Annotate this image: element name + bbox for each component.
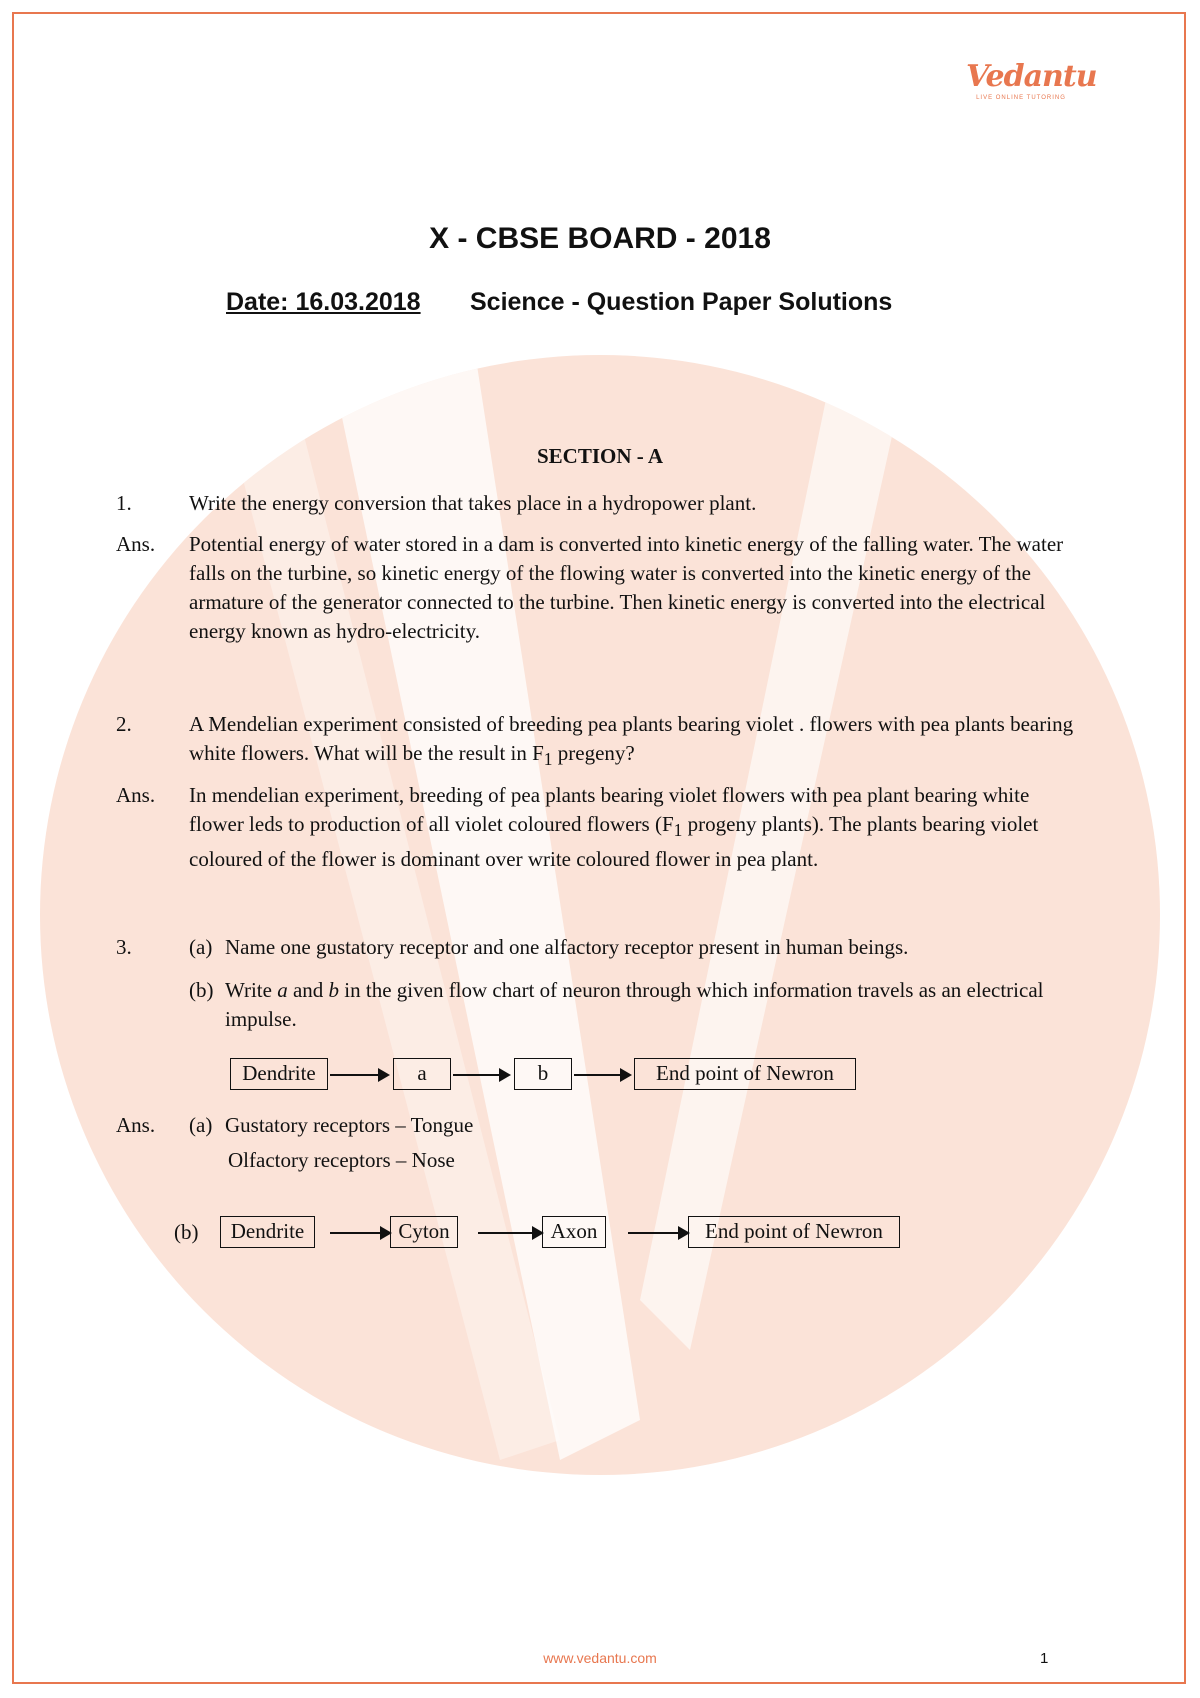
q3-part-a-label: (a) (189, 935, 213, 959)
q1-question: Write the energy conversion that takes place in a hydropower plant. (189, 491, 757, 515)
flow-a-box-axon: Axon (542, 1216, 606, 1248)
flow-a-box-endpoint: End point of Newron (688, 1216, 900, 1248)
q2-ans-label: Ans. (116, 783, 156, 807)
q2-question (189, 710, 1089, 774)
q3-number: 3. (116, 935, 132, 959)
flow-q-box-dendrite: Dendrite (230, 1058, 328, 1090)
q3-part-b-text-2: and (287, 978, 329, 1002)
q2-question-text-a: A Mendelian experiment consisted of breeding pea plants bearing violet . flowers with pea plants bearing white flowers. What will be the result in F (189, 712, 1074, 765)
q3-part-b (225, 976, 1095, 1034)
section-heading: SECTION - A (536, 444, 664, 468)
q3-part-b-label: (b) (189, 978, 214, 1002)
q2-answer (189, 781, 1089, 874)
q3-ans-b-label: (b) (174, 1220, 199, 1244)
exam-date: Date: 16.03.2018 (226, 288, 421, 316)
vedantu-logo (966, 59, 1097, 102)
page-number: 1 (1040, 1650, 1049, 1667)
flow-a-box-dendrite: Dendrite (220, 1216, 315, 1248)
flow-q-box-b: b (514, 1058, 572, 1090)
q2-answer-text-b: progeny plants). The plants bearing violet coloured of the flower is dominant over write coloured flower in pea plant. (189, 812, 1039, 872)
q1-answer: Potential energy of water stored in a dam is converted into kinetic energy of the falling water. The water falls on the turbine, so kinetic energy of the flowing water is converted into the kinetic energy of the armature of the generator connected to the turbine. Then kinetic energy is converted into the electrical energy known as hydro-electricity. (189, 532, 1064, 643)
logo-wordmark: Vedantu (966, 59, 1097, 94)
q3-ans-a-label: (a) (189, 1113, 213, 1137)
flow-a-arrow-2 (478, 1232, 542, 1234)
q2-answer-subscript: 1 (673, 820, 683, 841)
flow-a-box-cyton: Cyton (390, 1216, 458, 1248)
flow-q-box-a: a (393, 1058, 451, 1090)
flow-q-arrow-3 (574, 1074, 630, 1076)
q3-part-b-var-a: a (277, 978, 288, 1002)
q2-answer-text-a: In mendelian experiment, breeding of pea plants bearing violet flowers with pea plant bearing white flower leds to production of all violet coloured flowers (F (189, 783, 1030, 836)
q1-ans-label: Ans. (116, 532, 156, 556)
q3-ans-a-line1: Gustatory receptors – Tongue (225, 1113, 474, 1137)
flow-a-arrow-1 (330, 1232, 390, 1234)
q3-ans-label: Ans. (116, 1113, 156, 1137)
q3-part-b-text-3: in the given flow chart of neuron through which information travels as an electrical impulse. (225, 978, 1044, 1031)
q2-question-subscript: 1 (543, 749, 553, 770)
flow-q-arrow-2 (453, 1074, 509, 1076)
paper-subject: Science - Question Paper Solutions (470, 288, 893, 316)
flow-q-arrow-1 (330, 1074, 388, 1076)
q3-part-b-text-1: Write (225, 978, 278, 1002)
q3-part-a: Name one gustatory receptor and one alfactory receptor present in human beings. (225, 935, 909, 959)
q1-number: 1. (116, 491, 132, 515)
q2-question-text-b: pregeny? (552, 741, 635, 765)
q3-part-b-var-b: b (328, 978, 340, 1002)
q3-ans-a-line2: Olfactory receptors – Nose (228, 1148, 455, 1172)
q2-number: 2. (116, 712, 132, 736)
page-title: X - CBSE BOARD - 2018 (429, 222, 771, 255)
footer-url: www.vedantu.com (543, 1650, 657, 1666)
flow-q-box-endpoint: End point of Newron (634, 1058, 856, 1090)
flow-a-arrow-3 (628, 1232, 688, 1234)
logo-tagline: LIVE ONLINE TUTORING (976, 95, 1066, 101)
